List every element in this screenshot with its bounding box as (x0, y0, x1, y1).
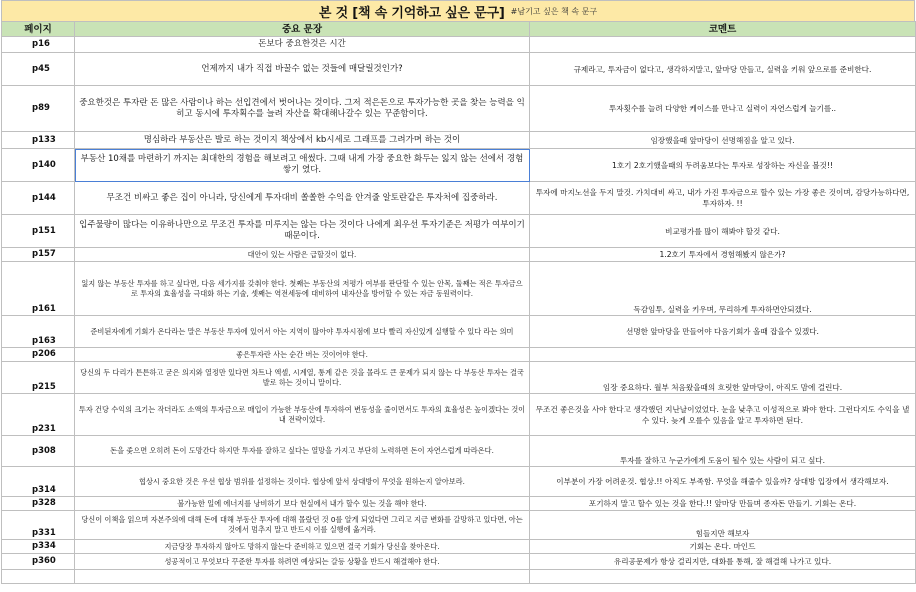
sheet-title-bar (1, 0, 915, 21)
page-cell[interactable]: p144 (2, 182, 75, 215)
page-cell[interactable]: p140 (2, 149, 75, 182)
comment-cell[interactable]: 비교평가를 많이 해봐야 할것 같다. (530, 215, 916, 248)
page-cell[interactable]: p314 (2, 467, 75, 497)
quote-cell[interactable]: 돈을 좇으면 오히려 돈이 도망간다 하지만 투자를 잘하고 싶다는 열망을 가지고 부단히 노력하면 돈이 자연스럽게 따라온다. (75, 436, 530, 467)
empty-row (2, 570, 916, 584)
table-row (2, 497, 916, 511)
table-row (2, 182, 916, 215)
quote-cell[interactable]: 입주물량이 많다는 이유하나만으로 무조건 투자를 미루지는 않는 다는 것이다 나에게 최우선 투자기준은 저평가 여부이기 때문이다. (75, 215, 530, 248)
page-cell[interactable]: p328 (2, 497, 75, 511)
table-row (2, 540, 916, 554)
quote-cell[interactable]: 협상시 중요한 것은 우선 협상 범위를 설정하는 것이다. 협상에 앞서 상대방이 무엇을 원하는지 알아보라. (75, 467, 530, 497)
quote-cell[interactable]: 돈보다 중요한것은 시간 (75, 37, 530, 53)
quote-cell[interactable]: 언제까지 내가 직접 바꿀수 없는 것들에 매달릴것인가? (75, 53, 530, 86)
table-row (2, 248, 916, 262)
page-cell[interactable]: p161 (2, 262, 75, 316)
header-page[interactable]: 페이지 (2, 22, 75, 37)
quote-cell[interactable]: 당신이 이책을 읽으며 자본주의에 대해 돈에 대해 부동산 투자에 대해 몰랐던 것 0를 알게 되었다면 그리고 지금 변화를 갈망하고 있다면, 아는 것에서 멈추지 말고 반드시 이를 실행에 옮겨라. (75, 511, 530, 540)
page-cell[interactable]: p157 (2, 248, 75, 262)
page-cell[interactable]: p231 (2, 394, 75, 436)
quote-cell[interactable]: 당신의 두 다리가 튼튼하고 굳은 의지와 열정만 있다면 차트나 엑셀, 시계열, 통계 같은 것을 몰라도 큰 문제가 되지 않는 다 부동산 투자는 결국 발로 하는 것이니 말이다. (75, 362, 530, 394)
table-row (2, 348, 916, 362)
quotes-table (1, 21, 916, 584)
table-row (2, 262, 916, 316)
table-row (2, 316, 916, 348)
page-cell[interactable]: p133 (2, 132, 75, 149)
comment-cell[interactable]: 투자에 마지노선을 두지 말것. 가치대비 싸고, 내가 가진 투자금으로 할수 있는 가장 좋은 것이며, 감당가능하다면, 투자하자. !! (530, 182, 916, 215)
table-row (2, 467, 916, 497)
page-cell[interactable]: p331 (2, 511, 75, 540)
header-comment[interactable]: 코멘트 (530, 22, 916, 37)
page-cell[interactable]: p334 (2, 540, 75, 554)
quote-cell[interactable]: 지금당장 투자하지 않아도 망하지 않는다 준비하고 있으면 결국 기회가 당신을 찾아온다. (75, 540, 530, 554)
quote-cell[interactable]: 성공적이고 무엇보다 꾸준한 투자를 하려면 예상되는 갈등 상황을 반드시 해결해야 한다. (75, 554, 530, 570)
comment-cell[interactable]: 힘들지만 해보자 (530, 511, 916, 540)
comment-cell[interactable]: 유리공문제가 항상 걸리지만, 대화를 통해, 잘 해결해 나가고 있다. (530, 554, 916, 570)
quote-cell[interactable]: 무조건 비싸고 좋은 집이 아니라, 당신에게 투자대비 쏠쏠한 수익을 안겨줄 알토란같은 투자처에 집중하라. (75, 182, 530, 215)
comment-cell[interactable]: 이부분이 가장 어려운것. 협상.!! 아직도 부족함. 무엇을 해줄수 있을까? 상대방 입장에서 생각해보자. (530, 467, 916, 497)
quote-cell-selected[interactable]: 부동산 10채를 마련하기 까지는 최대한의 경험을 해보려고 애썼다. 그때 내게 가장 중요한 화두는 잃지 않는 선에서 경험 쌓기 였다. (75, 149, 530, 182)
table-row (2, 554, 916, 570)
page-cell[interactable]: p89 (2, 86, 75, 132)
comment-cell[interactable]: 임장 중요하다. 월부 처음왔을때의 흐릿한 앞마당이, 아직도 맘에 걸린다. (530, 362, 916, 394)
empty-cell[interactable] (75, 570, 530, 584)
quote-cell[interactable]: 불가능한 일에 에너지를 낭비하기 보다 현실에서 내가 할수 있는 것을 해야 한다. (75, 497, 530, 511)
table-row (2, 511, 916, 540)
empty-cell[interactable] (530, 570, 916, 584)
comment-cell[interactable]: 규제라고, 투자금이 없다고, 생각하지말고, 앞마당 만들고, 실력을 키워 앞으로를 준비한다. (530, 53, 916, 86)
header-row (2, 22, 916, 37)
spreadsheet (1, 0, 915, 584)
quote-cell[interactable]: 준비된자에게 기회가 온다라는 말은 부동산 투자에 있어서 아는 지역이 많아야 투자시점에 보다 빨리 자신있게 실행할 수 있다 라는 의미 (75, 316, 530, 348)
page-cell[interactable]: p16 (2, 37, 75, 53)
table-row (2, 53, 916, 86)
page-cell[interactable]: p308 (2, 436, 75, 467)
table-row (2, 394, 916, 436)
table-row (2, 436, 916, 467)
page-cell[interactable]: p45 (2, 53, 75, 86)
quote-cell[interactable]: 대안이 있는 사람은 급할것이 없다. (75, 248, 530, 262)
table-row (2, 86, 916, 132)
comment-cell[interactable]: 투자횟수를 늘려 다양한 케이스를 만나고 실력이 자연스럽게 늘기를.. (530, 86, 916, 132)
sheet-title: 본 것 [책 속 기억하고 싶은 문구] (318, 5, 505, 21)
sheet-subtitle: #남기고 싶은 책 속 문구 (510, 6, 598, 16)
comment-cell[interactable]: 1.2호기 투자에서 경험해봤지 않은가? (530, 248, 916, 262)
comment-cell[interactable]: 무조건 좋은것을 사야 한다고 생각했던 지난날이었었다. 눈을 낮추고 이성적으로 봐야 한다. 그런다지도 수익을 낼수 있다. 늦게 오를수 있음을 알고 투자하면 된다. (530, 394, 916, 436)
table-row (2, 362, 916, 394)
comment-cell[interactable]: 1호기 2호기했을때의 두려움보다는 투자로 성장하는 자신을 볼것!! (530, 149, 916, 182)
page-cell[interactable]: p206 (2, 348, 75, 362)
header-quote[interactable]: 중요 문장 (75, 22, 530, 37)
comment-cell[interactable]: 투자를 잘하고 누군가에게 도움이 될수 있는 사람이 되고 싶다. (530, 436, 916, 467)
comment-cell[interactable]: 기회는 온다. 마인드 (530, 540, 916, 554)
table-row (2, 215, 916, 248)
page-cell[interactable]: p215 (2, 362, 75, 394)
comment-cell[interactable] (530, 37, 916, 53)
quote-cell[interactable]: 중요한것은 투자란 돈 많은 사람이나 하는 선입견에서 벗어나는 것이다. 그저 적은돈으로 투자가능한 곳을 찾는 능력을 익히고 동시에 투자획수를 늘려 자산을 확대해나갈수 있는 꾸준함이다. (75, 86, 530, 132)
comment-cell[interactable]: 선명한 앞마당을 만들어야 다음기회가 올때 잡을수 있겠다. (530, 316, 916, 348)
page-cell[interactable]: p163 (2, 316, 75, 348)
page-cell[interactable]: p151 (2, 215, 75, 248)
comment-cell[interactable]: 포기하지 말고 할수 있는 것을 한다.!! 앞마당 만들며 종자돈 만들기. 기회는 온다. (530, 497, 916, 511)
empty-cell[interactable] (2, 570, 75, 584)
page-cell[interactable]: p360 (2, 554, 75, 570)
table-row (2, 37, 916, 53)
table-row (2, 132, 916, 149)
table-row (2, 149, 916, 182)
quote-cell[interactable]: 좋은투자란 사는 순간 버는 것이어야 한다. (75, 348, 530, 362)
comment-cell[interactable] (530, 348, 916, 362)
comment-cell[interactable]: 임장했을때 앞마당이 선명해짐을 알고 있다. (530, 132, 916, 149)
quote-cell[interactable]: 투자 건당 수익의 크기는 작더라도 소액의 투자금으로 매입이 가능한 부동산에 투자하여 변동성을 줄이면서도 투자의 효율성은 높이겠다는 것이 내 전략이었다. (75, 394, 530, 436)
quote-cell[interactable]: 명심하라 부동산은 발로 하는 것이지 책상에서 kb시세로 그래프를 그려가며 하는 것이 (75, 132, 530, 149)
quote-cell[interactable]: 잃지 않는 부동산 투자를 하고 싶다면, 다음 세가지를 갖춰야 한다. 첫째는 부동산의 저평가 여부를 판단할 수 있는 안목, 둘째는 적은 투자금으로 투자의 효율성을 극대화 하는 기술, 셋째는 역전세등에 대비하여 내자산을 방어할 수 있는 자금 동원력이다. (75, 262, 530, 316)
comment-cell[interactable]: 독감임투, 실력을 키우며, 무리하게 투자하면안되겠다. (530, 262, 916, 316)
